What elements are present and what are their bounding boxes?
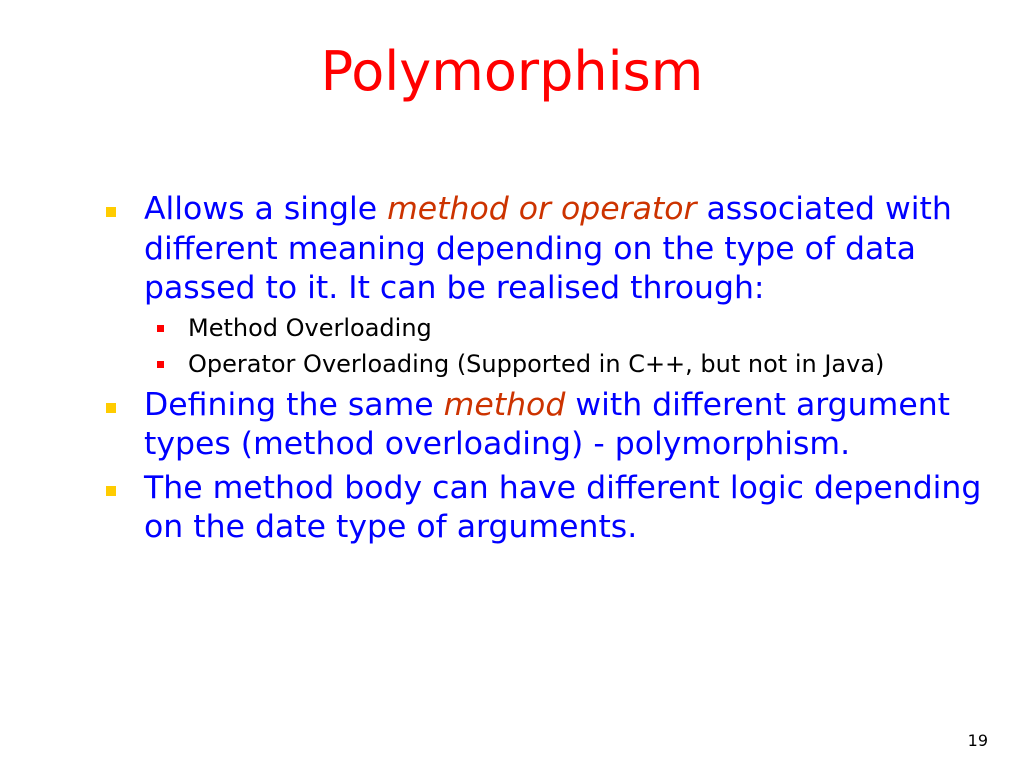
slide-body xyxy=(104,190,1004,552)
bullet-text: Defining the same xyxy=(144,386,444,423)
sub-bullet-text: Method Overloading xyxy=(188,313,432,342)
square-bullet-icon xyxy=(106,486,116,496)
sub-bullet-list xyxy=(104,313,1004,380)
bullet-emphasis: method or operator xyxy=(387,191,697,227)
square-bullet-icon xyxy=(157,361,164,368)
square-bullet-icon xyxy=(106,207,116,217)
bullet-text: The method body can have different logic depending on the date type of arguments. xyxy=(144,469,982,545)
bullet-text: Allows a single xyxy=(144,191,388,227)
bullet-item xyxy=(104,386,1004,465)
bullet-text: associated with different meaning depending on the type of data passed to it. It can be realised through: xyxy=(144,191,952,306)
page-number: 19 xyxy=(967,731,988,750)
square-bullet-icon xyxy=(106,403,116,413)
bullet-text: with different argument types (method overloading) - polymorphism. xyxy=(144,386,951,462)
bullet-item xyxy=(104,469,1004,548)
sub-bullet-item xyxy=(104,313,988,344)
sub-bullet-text: Operator Overloading (Supported in C++, but not in Java) xyxy=(188,349,885,378)
sub-bullet-item xyxy=(104,349,988,380)
bullet-emphasis: method xyxy=(443,386,566,423)
bullet-item xyxy=(104,190,1004,309)
square-bullet-icon xyxy=(157,325,164,332)
slide-title: Polymorphism xyxy=(320,40,704,103)
